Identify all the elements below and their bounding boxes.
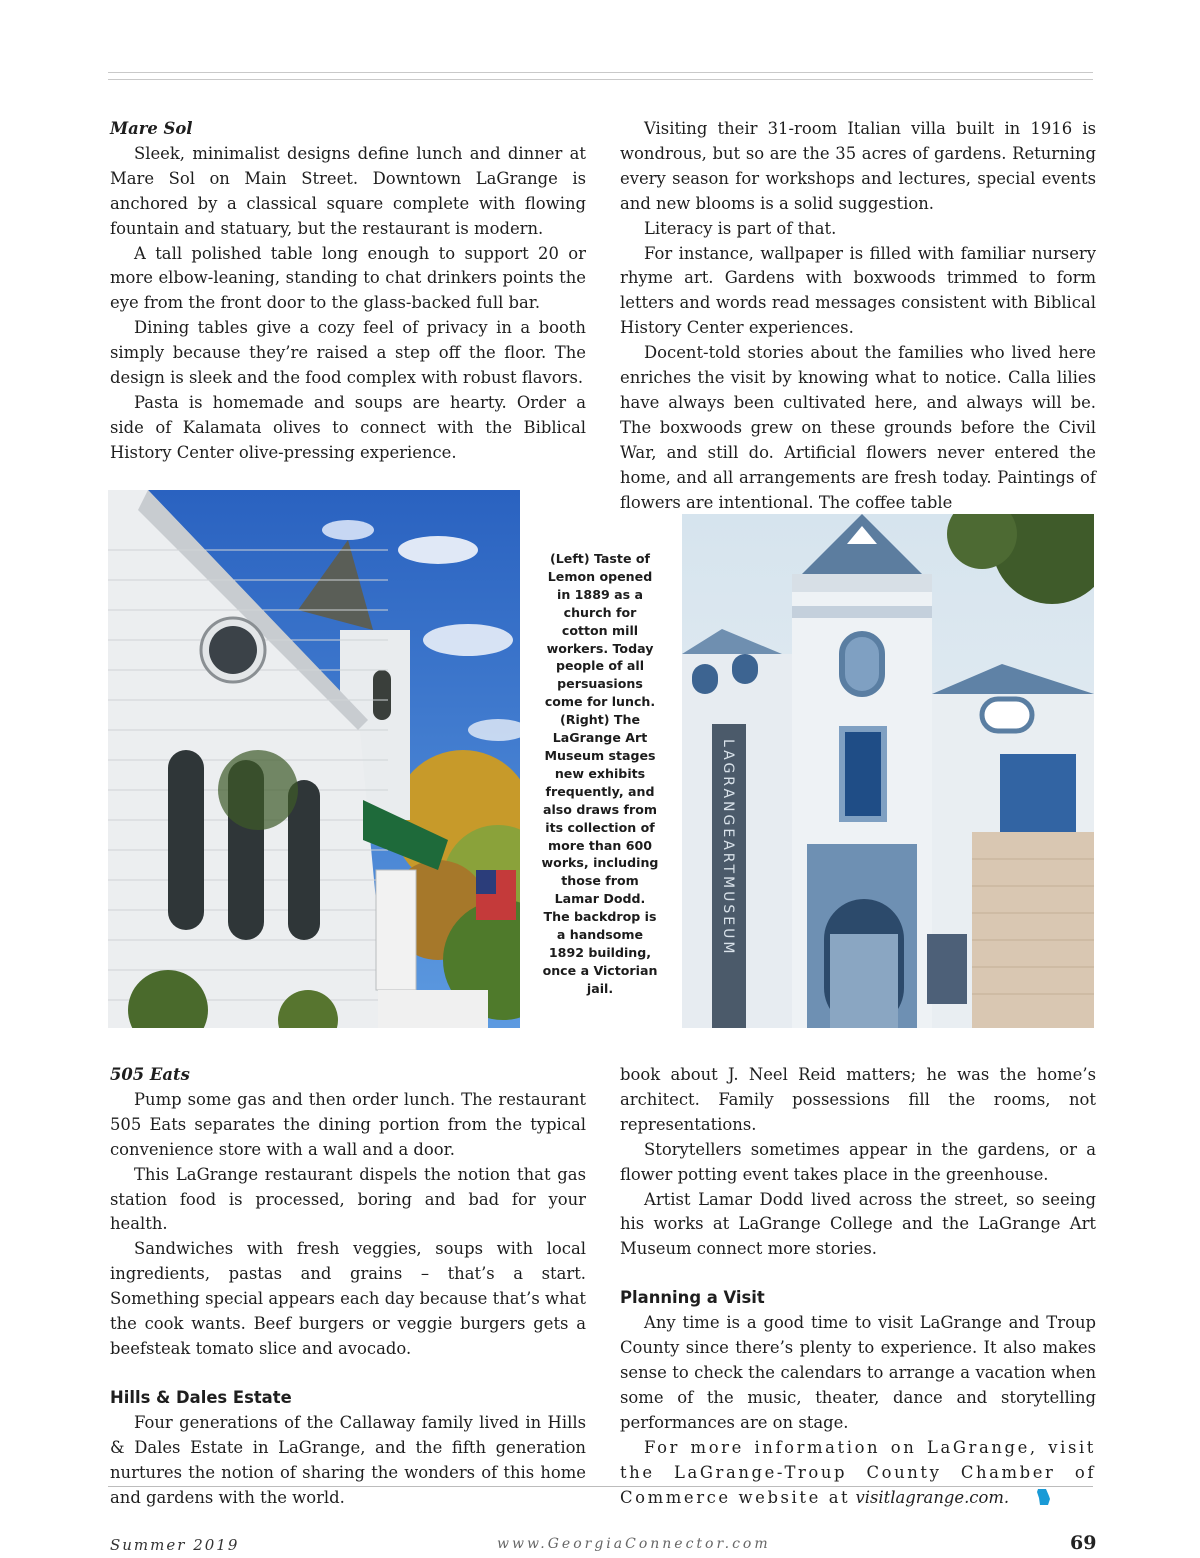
paragraph: Literacy is part of that. xyxy=(644,218,837,238)
right-column-bottom xyxy=(620,1063,1096,1510)
paragraph: Pump some gas and then order lunch. The restaurant 505 Eats separates the dining portion from the typical convenience store with a wall and a door. xyxy=(110,1089,586,1159)
paragraph-more-info xyxy=(620,1436,1096,1511)
heading-mare-sol: Mare Sol xyxy=(110,119,193,138)
paragraph: Artist Lamar Dodd lived across the street, so seeing his works at LaGrange College and the LaGrange Art Museum connect more stories. xyxy=(620,1189,1096,1259)
museum-banner-text: LAGRANGEARTMUSEUM xyxy=(720,739,736,957)
paragraph: Four generations of the Callaway family lived in Hills & Dales Estate in LaGrange, and the fifth generation nurtures the notion of sharing the wonders of this home and gardens with the world. xyxy=(110,1412,586,1507)
paragraph: For instance, wallpaper is filled with familiar nursery rhyme art. Gardens with boxwoods trimmed to form letters and words read messages consistent with Biblical History Center experiences. xyxy=(620,243,1096,338)
paragraph: This LaGrange restaurant dispels the notion that gas station food is processed, boring and bad for your health. xyxy=(110,1164,586,1234)
website-link[interactable]: visitlagrange.com. xyxy=(855,1487,1010,1507)
left-column-top xyxy=(110,117,586,466)
heading-hills-dales-estate: Hills & Dales Estate xyxy=(110,1387,292,1407)
right-column-top xyxy=(620,117,1096,516)
footer-issue: Summer 2019 xyxy=(110,1536,240,1554)
footer-website[interactable]: www.GeorgiaConnector.com xyxy=(497,1536,771,1552)
paragraph: Any time is a good time to visit LaGrange and Troup County since there’s plenty to experience. It also makes sense to check the calendars to arrange a vacation when some of the music, theater, dance and storytelling performances are on stage. xyxy=(620,1313,1096,1432)
photo-taste-of-lemon-church xyxy=(108,490,520,1028)
spacer xyxy=(620,1262,1096,1286)
paragraph: Docent-told stories about the families who lived here enriches the visit by knowing what to notice. Calla lilies have always been cultivated here, and always will be. The boxwoods grew on these grounds before the Civil War, and still do. Artificial flowers never entered the home, and all arrangements are fresh today. Paintings of flowers are intentional. The coffee table xyxy=(620,343,1096,512)
bottom-rule xyxy=(108,1486,1093,1487)
paragraph: Storytellers sometimes appear in the gardens, or a flower potting event takes place in the greenhouse. xyxy=(620,1139,1096,1184)
photo-caption: (Left) Taste of Lemon opened in 1889 as a church for cotton mill workers. Today people of all persuasions come for lunch. (Right) The LaGrange Art Museum stages new exhibits frequently, and also draws from its collection of more than 600 works, including those from Lamar Dodd. The backdrop is a handsome 1892 building, once a Victorian jail. xyxy=(541,551,659,996)
page-number: 69 xyxy=(1070,1532,1097,1554)
left-column-bottom xyxy=(110,1063,586,1510)
paragraph-continuation: book about J. Neel Reid matters; he was the home’s architect. Family possessions fill the rooms, not representations. xyxy=(620,1065,1096,1134)
paragraph: Visiting their 31-room Italian villa built in 1916 is wondrous, but so are the 35 acres of gardens. Returning every season for workshops and lectures, special events and new blooms is a solid suggestion. xyxy=(620,119,1096,213)
paragraph: Sleek, minimalist designs define lunch and dinner at Mare Sol on Main Street. Downtown LaGrange is anchored by a classical square complete with flowing fountain and statuary, but the restaurant is modern. xyxy=(110,143,586,238)
more-info-text: For more information on LaGrange, visit the LaGrange-Troup County Chamber of Commerce website at xyxy=(620,1437,1096,1507)
heading-planning-a-visit: Planning a Visit xyxy=(620,1288,765,1308)
paragraph: Dining tables give a cozy feel of privacy in a booth simply because they’re raised a step off the floor. The design is sleek and the food complex with robust flavors. xyxy=(110,318,586,388)
heading-505-eats: 505 Eats xyxy=(110,1065,190,1084)
top-rule xyxy=(108,72,1093,80)
paragraph: Pasta is homemade and soups are hearty. Order a side of Kalamata olives to connect with the Biblical History Center olive-pressing experience. xyxy=(110,392,586,462)
spacer xyxy=(110,1362,586,1386)
paragraph: A tall polished table long enough to support 20 or more elbow-leaning, standing to chat drinkers points the eye from the front door to the glass-backed full bar. xyxy=(110,243,586,313)
paragraph: Sandwiches with fresh veggies, soups with local ingredients, pastas and grains – that’s a start. Something special appears each day because that’s what the cook wants. Beef burgers or veggie burgers gets a beefsteak tomato slice and avocado. xyxy=(110,1239,586,1358)
georgia-state-icon xyxy=(1013,1488,1027,1504)
photo-lagrange-art-museum xyxy=(682,514,1094,1028)
